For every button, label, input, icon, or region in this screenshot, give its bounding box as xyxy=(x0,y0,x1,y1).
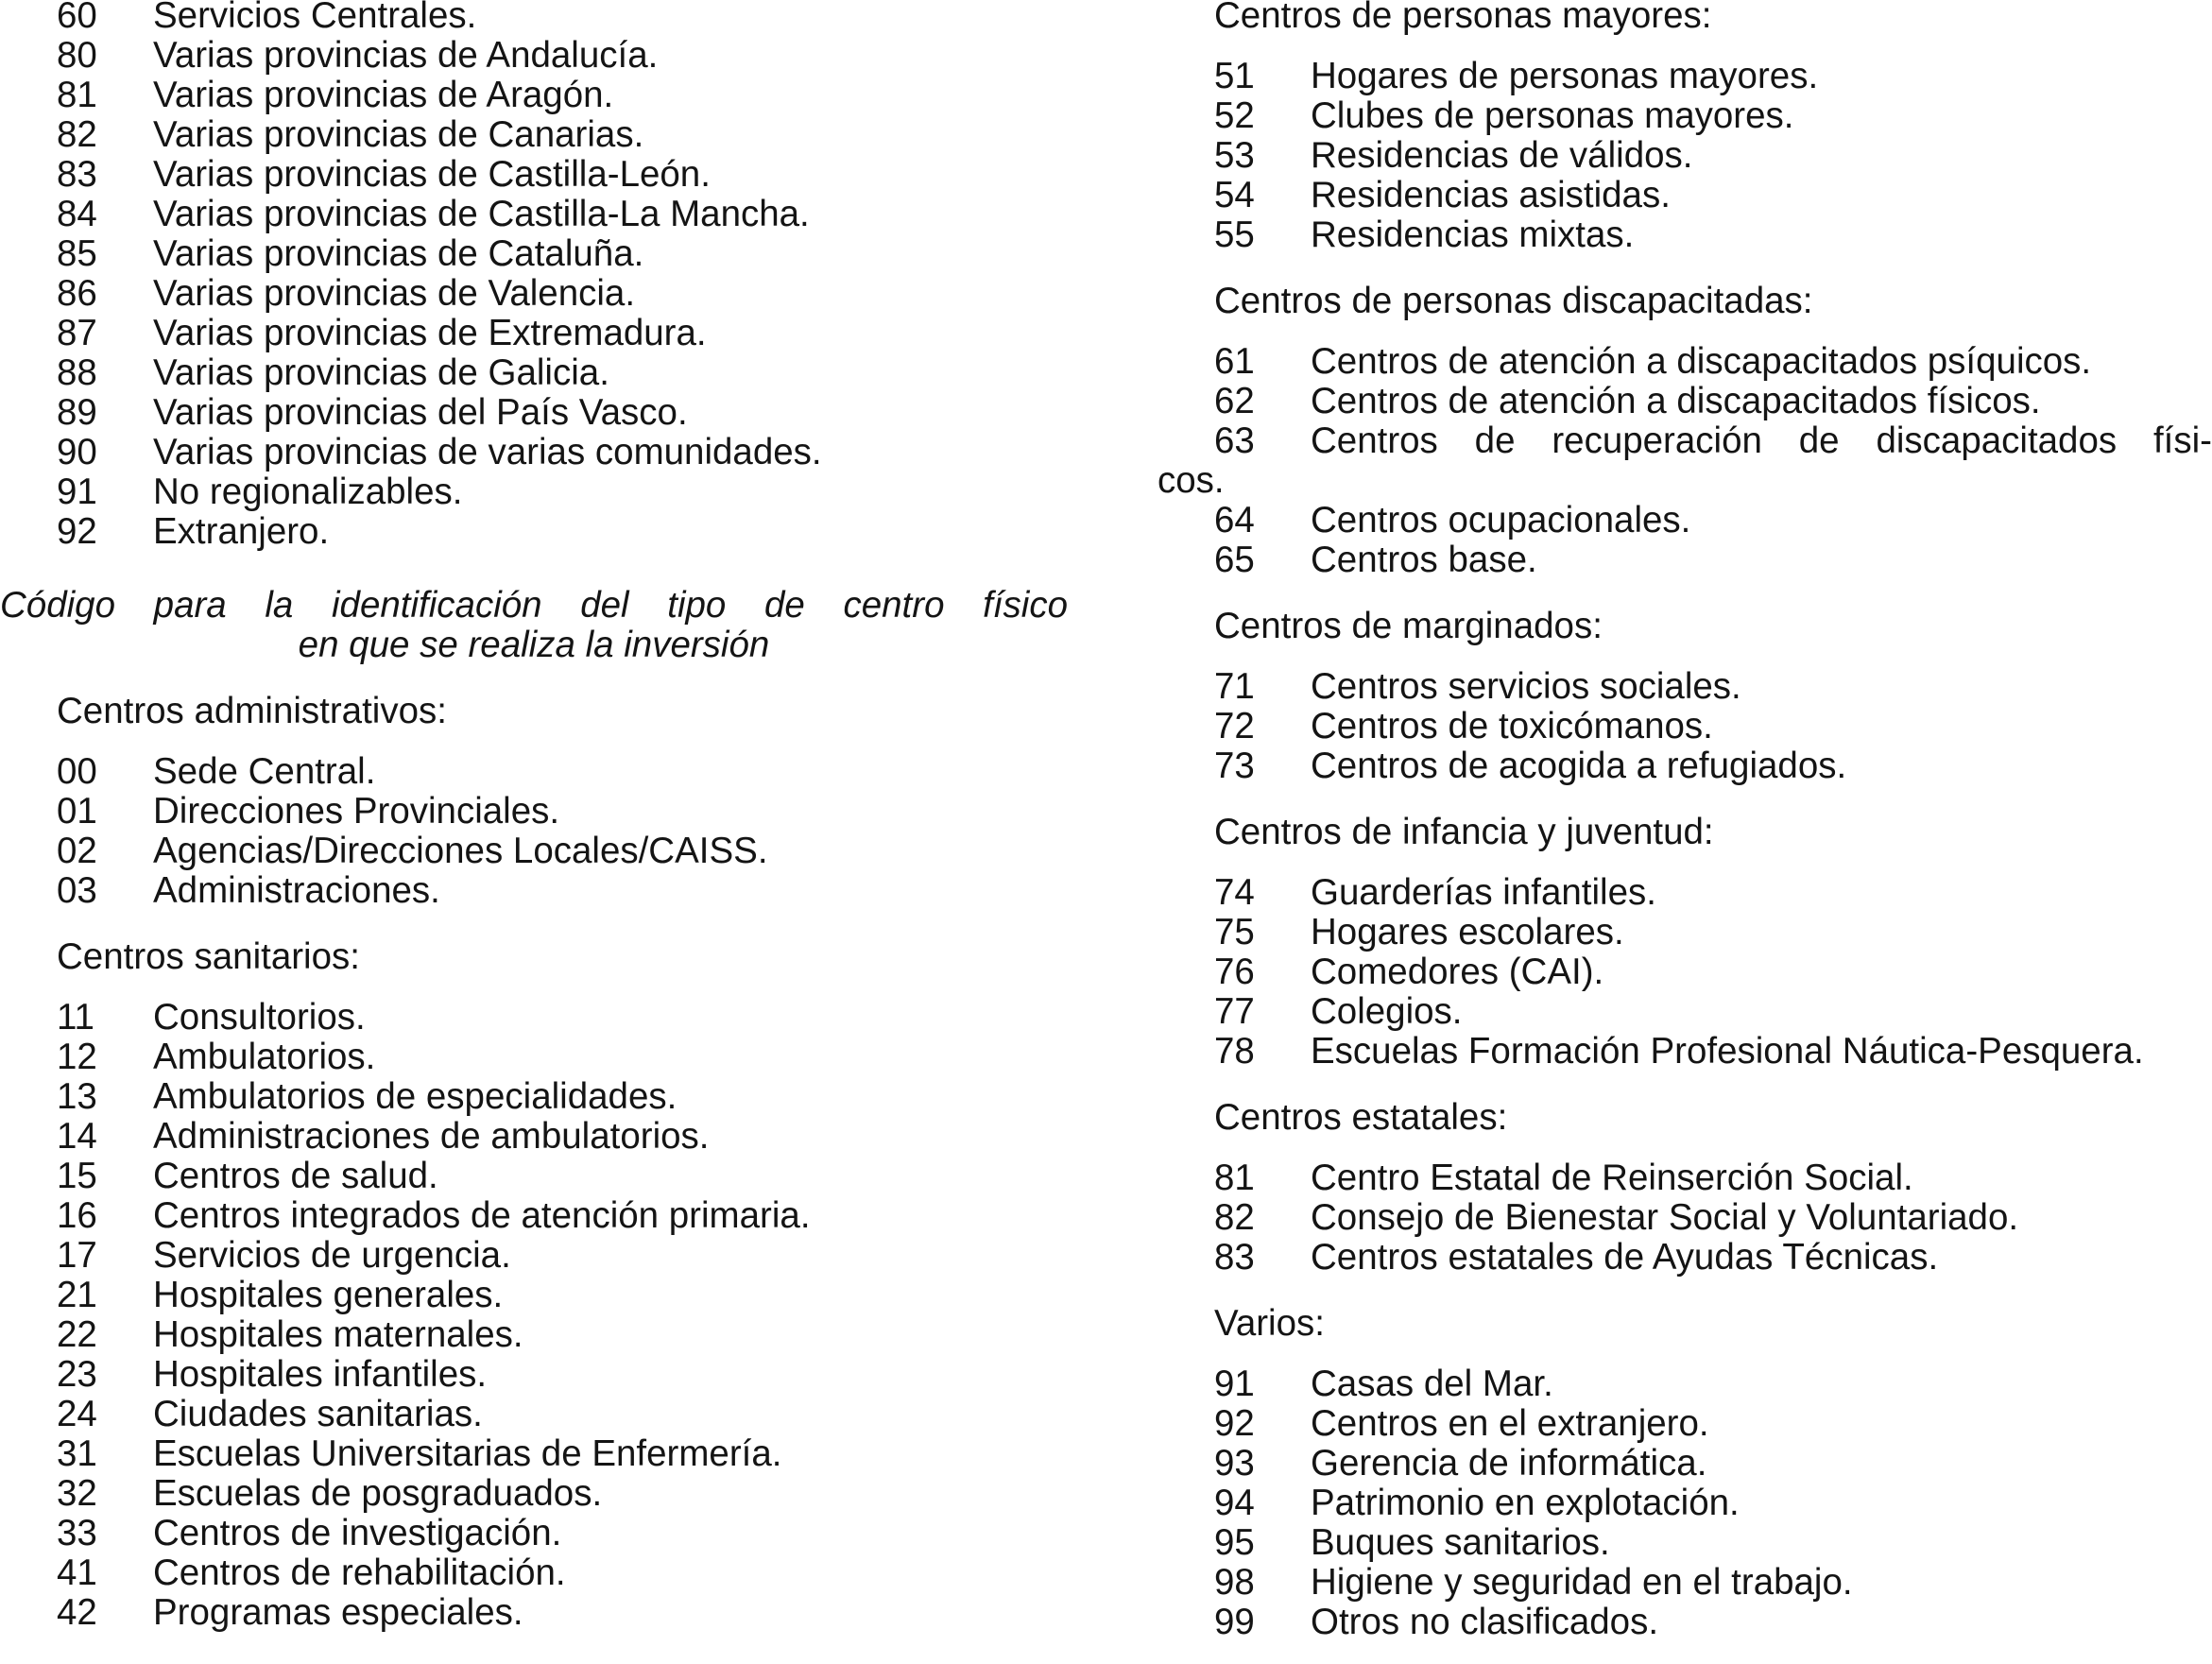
list-item xyxy=(57,871,1068,911)
list-item xyxy=(57,1236,1068,1276)
list-item xyxy=(57,1355,1068,1395)
item-label: Hospitales maternales. xyxy=(153,1314,523,1355)
item-label: Comedores (CAI). xyxy=(1311,952,1604,992)
category-heading: Centros sanitarios: xyxy=(57,936,360,977)
item-code: 13 xyxy=(57,1076,97,1117)
item-label: Varias provincias de Valencia. xyxy=(153,273,636,314)
list-item xyxy=(1214,1523,2212,1563)
category-group xyxy=(1157,281,2212,580)
list-item xyxy=(1214,873,2212,913)
item-label: Hogares escolares. xyxy=(1311,912,1624,952)
item-label: Otros no clasificados. xyxy=(1311,1602,1659,1642)
item-code: 51 xyxy=(1214,56,1255,96)
category-heading: Centros estatales: xyxy=(1214,1097,1508,1138)
item-code: 99 xyxy=(1214,1602,1255,1642)
item-label: Centros de toxicómanos. xyxy=(1311,706,1713,746)
list-item xyxy=(57,1276,1068,1315)
list-item xyxy=(57,195,1068,234)
list-item xyxy=(57,0,1068,36)
list-item xyxy=(57,1395,1068,1434)
item-label: Escuelas Universitarias de Enfermería. xyxy=(153,1433,782,1474)
list-item xyxy=(57,1593,1068,1633)
item-code: 42 xyxy=(57,1592,97,1633)
item-label: Agencias/Direcciones Locales/CAISS. xyxy=(153,831,768,871)
item-code: 91 xyxy=(1214,1364,1255,1404)
item-label: Extranjero. xyxy=(153,511,330,552)
item-code: 75 xyxy=(1214,912,1255,952)
item-label: Residencias mixtas. xyxy=(1311,214,1635,255)
list-item xyxy=(57,155,1068,195)
item-label: Escuelas de posgraduados. xyxy=(153,1473,603,1514)
item-code: 76 xyxy=(1214,952,1255,992)
region-code-list xyxy=(0,0,1068,552)
list-item xyxy=(57,472,1068,512)
item-code: 60 xyxy=(57,0,97,36)
item-label: Centros integrados de atención primaria. xyxy=(153,1195,811,1236)
list-item xyxy=(1157,420,2212,501)
item-code: 33 xyxy=(57,1513,97,1553)
list-item xyxy=(1214,1484,2212,1523)
list-item xyxy=(57,1157,1068,1196)
list-item xyxy=(1214,1444,2212,1484)
item-label: No regionalizables. xyxy=(153,472,463,512)
left-column xyxy=(0,0,1068,1633)
item-code: 02 xyxy=(57,831,97,871)
item-code: 64 xyxy=(1214,500,1255,540)
list-item xyxy=(1214,136,2212,176)
item-label: Consultorios. xyxy=(153,997,366,1038)
list-item xyxy=(1214,342,2212,382)
item-label: Centro Estatal de Reinserción Social. xyxy=(1311,1158,1913,1198)
item-label: Administraciones. xyxy=(153,870,440,911)
item-label: Servicios de urgencia. xyxy=(153,1235,511,1276)
item-label: Centros de atención a discapacitados psíquicos. xyxy=(1311,341,2092,382)
item-code: 82 xyxy=(1214,1197,1255,1238)
item-code: 85 xyxy=(57,233,97,274)
category-group xyxy=(57,937,1068,1633)
list-item xyxy=(1214,992,2212,1032)
category-group xyxy=(1214,1304,2212,1642)
list-item xyxy=(57,274,1068,314)
item-label: Hospitales generales. xyxy=(153,1275,504,1315)
list-item xyxy=(57,1434,1068,1474)
list-item xyxy=(1214,96,2212,136)
item-code: 98 xyxy=(1214,1562,1255,1603)
item-code: 71 xyxy=(1214,666,1255,707)
item-label: Ciudades sanitarias. xyxy=(153,1394,483,1434)
item-code: 12 xyxy=(57,1037,97,1077)
item-code: 74 xyxy=(1214,872,1255,913)
list-item xyxy=(1214,667,2212,707)
item-label: Varias provincias de varias comunidades. xyxy=(153,432,822,472)
list-item xyxy=(1214,1603,2212,1642)
item-code: 17 xyxy=(57,1235,97,1276)
list-item xyxy=(1214,176,2212,215)
item-label: Hospitales infantiles. xyxy=(153,1354,488,1395)
item-code: 72 xyxy=(1214,706,1255,746)
item-label: Varias provincias de Castilla-León. xyxy=(153,154,711,195)
list-item xyxy=(57,314,1068,353)
category-heading: Varios: xyxy=(1214,1303,1325,1344)
item-label: Varias provincias de Canarias. xyxy=(153,114,644,155)
list-item xyxy=(57,752,1068,792)
item-code: 55 xyxy=(1214,214,1255,255)
list-item xyxy=(57,353,1068,393)
item-label: Varias provincias de Aragón. xyxy=(153,75,614,115)
item-label: Centros servicios sociales. xyxy=(1311,666,1741,707)
list-item xyxy=(57,1196,1068,1236)
item-code: 81 xyxy=(57,75,97,115)
list-item xyxy=(57,115,1068,155)
item-code: 88 xyxy=(57,352,97,393)
list-item xyxy=(1214,1032,2212,1072)
item-code: 16 xyxy=(57,1195,97,1236)
list-item xyxy=(57,1117,1068,1157)
item-label: Ambulatorios. xyxy=(153,1037,376,1077)
item-label: Programas especiales. xyxy=(153,1592,523,1633)
section-title-line2: en que se realiza la inversión xyxy=(298,625,770,665)
list-item xyxy=(57,1315,1068,1355)
list-item xyxy=(57,234,1068,274)
item-label: Gerencia de informática. xyxy=(1311,1443,1707,1484)
item-code: 89 xyxy=(57,392,97,433)
right-column xyxy=(1143,0,2212,1642)
center-type-groups-left xyxy=(0,692,1068,1633)
item-code: 86 xyxy=(57,273,97,314)
item-code: 95 xyxy=(1214,1522,1255,1563)
category-heading: Centros administrativos: xyxy=(57,691,447,731)
list-item xyxy=(57,76,1068,115)
item-code: 82 xyxy=(57,114,97,155)
list-item xyxy=(1214,382,2212,421)
list-item xyxy=(57,998,1068,1038)
category-heading: Centros de marginados: xyxy=(1214,606,1603,646)
item-label: Varias provincias de Cataluña. xyxy=(153,233,644,274)
item-label: Centros de investigación. xyxy=(153,1513,562,1553)
list-item xyxy=(57,1038,1068,1077)
item-code: 62 xyxy=(1214,381,1255,421)
item-code: 73 xyxy=(1214,746,1255,786)
item-label: Colegios. xyxy=(1311,991,1463,1032)
item-code: 22 xyxy=(57,1314,97,1355)
item-label: Servicios Centrales. xyxy=(153,0,477,36)
list-item-first-line xyxy=(1214,421,2212,461)
center-type-groups-right xyxy=(1143,0,2212,1642)
item-label: Centros estatales de Ayudas Técnicas. xyxy=(1311,1237,1939,1278)
item-label: Centros en el extranjero. xyxy=(1311,1403,1709,1444)
item-label: Direcciones Provinciales. xyxy=(153,791,560,832)
item-label: Guarderías infantiles. xyxy=(1311,872,1656,913)
item-label: Centros base. xyxy=(1311,540,1537,580)
item-label: Consejo de Bienestar Social y Voluntariado. xyxy=(1311,1197,2019,1238)
category-group xyxy=(1214,0,2212,255)
item-code: 41 xyxy=(57,1552,97,1593)
list-item xyxy=(57,512,1068,552)
item-code: 54 xyxy=(1214,175,1255,215)
list-item xyxy=(1214,215,2212,255)
item-label: Sede Central. xyxy=(153,751,376,792)
list-item xyxy=(1214,707,2212,746)
list-item xyxy=(57,832,1068,871)
list-item xyxy=(1214,1364,2212,1404)
item-label: Varias provincias de Andalucía. xyxy=(153,35,659,76)
list-item xyxy=(1214,1563,2212,1603)
item-label: Centros de acogida a refugiados. xyxy=(1311,746,1847,786)
item-label: Varias provincias de Castilla-La Mancha. xyxy=(153,194,810,234)
item-code: 23 xyxy=(57,1354,97,1395)
list-item xyxy=(57,36,1068,76)
item-code: 63 xyxy=(1214,420,1255,461)
category-group xyxy=(1214,1098,2212,1278)
item-code: 80 xyxy=(57,35,97,76)
item-label: Centros de atención a discapacitados físicos. xyxy=(1311,381,2041,421)
item-code: 31 xyxy=(57,1433,97,1474)
item-code: 52 xyxy=(1214,95,1255,136)
item-code: 21 xyxy=(57,1275,97,1315)
list-item xyxy=(57,1553,1068,1593)
item-code: 92 xyxy=(57,511,97,552)
item-code: 87 xyxy=(57,313,97,353)
list-item xyxy=(57,1077,1068,1117)
item-code: 83 xyxy=(57,154,97,195)
list-item xyxy=(1214,540,2212,580)
section-title-line1: Código para la identificación del tipo de centro físico xyxy=(0,585,1068,626)
item-label: Centros de rehabilitación. xyxy=(153,1552,566,1593)
item-label: Casas del Mar. xyxy=(1311,1364,1553,1404)
item-label: Centros ocupacionales. xyxy=(1311,500,1691,540)
list-item xyxy=(1214,952,2212,992)
item-code: 15 xyxy=(57,1156,97,1196)
list-item xyxy=(57,1514,1068,1553)
list-item xyxy=(1214,1198,2212,1238)
item-code: 00 xyxy=(57,751,97,792)
item-code: 92 xyxy=(1214,1403,1255,1444)
category-heading: Centros de personas mayores: xyxy=(1214,0,1712,36)
item-label: Varias provincias de Galicia. xyxy=(153,352,609,393)
list-item xyxy=(1214,913,2212,952)
list-item xyxy=(57,792,1068,832)
item-code: 11 xyxy=(57,997,94,1038)
item-code: 83 xyxy=(1214,1237,1255,1278)
list-item xyxy=(1214,501,2212,540)
item-label: Centros de recuperación de discapacitados físi- xyxy=(1311,420,2212,461)
item-code: 03 xyxy=(57,870,97,911)
item-label: Escuelas Formación Profesional Náutica-Pesquera. xyxy=(1311,1031,2144,1072)
item-code: 53 xyxy=(1214,135,1255,176)
list-item xyxy=(1214,57,2212,96)
item-label: Buques sanitarios. xyxy=(1311,1522,1610,1563)
item-code: 65 xyxy=(1214,540,1255,580)
item-label: Varias provincias del País Vasco. xyxy=(153,392,688,433)
item-label: Varias provincias de Extremadura. xyxy=(153,313,707,353)
category-group xyxy=(1214,813,2212,1072)
item-label: Centros de salud. xyxy=(153,1156,438,1196)
item-code: 91 xyxy=(57,472,97,512)
item-code: 94 xyxy=(1214,1483,1255,1523)
item-label: Hogares de personas mayores. xyxy=(1311,56,1819,96)
item-label: Residencias asistidas. xyxy=(1311,175,1671,215)
item-code: 01 xyxy=(57,791,97,832)
category-group xyxy=(1214,607,2212,786)
item-code: 78 xyxy=(1214,1031,1255,1072)
item-label-continuation: cos. xyxy=(1157,460,1225,501)
item-code: 24 xyxy=(57,1394,97,1434)
item-code: 84 xyxy=(57,194,97,234)
item-code: 61 xyxy=(1214,341,1255,382)
list-item xyxy=(1214,746,2212,786)
list-item xyxy=(1214,1404,2212,1444)
item-label: Ambulatorios de especialidades. xyxy=(153,1076,677,1117)
item-code: 90 xyxy=(57,432,97,472)
list-item xyxy=(57,433,1068,472)
category-heading: Centros de infancia y juventud: xyxy=(1214,812,1714,852)
item-label: Clubes de personas mayores. xyxy=(1311,95,1794,136)
item-code: 77 xyxy=(1214,991,1255,1032)
item-code: 93 xyxy=(1214,1443,1255,1484)
list-item xyxy=(1214,1158,2212,1198)
section-title xyxy=(0,586,1068,665)
category-group xyxy=(57,692,1068,911)
item-code: 81 xyxy=(1214,1158,1255,1198)
item-label: Administraciones de ambulatorios. xyxy=(153,1116,710,1157)
category-heading: Centros de personas discapacitadas: xyxy=(1214,281,1813,321)
item-code: 32 xyxy=(57,1473,97,1514)
item-label: Residencias de válidos. xyxy=(1311,135,1693,176)
list-item xyxy=(1214,1238,2212,1278)
list-item xyxy=(57,393,1068,433)
item-code: 14 xyxy=(57,1116,97,1157)
list-item xyxy=(57,1474,1068,1514)
item-label: Patrimonio en explotación. xyxy=(1311,1483,1740,1523)
item-label: Higiene y seguridad en el trabajo. xyxy=(1311,1562,1853,1603)
